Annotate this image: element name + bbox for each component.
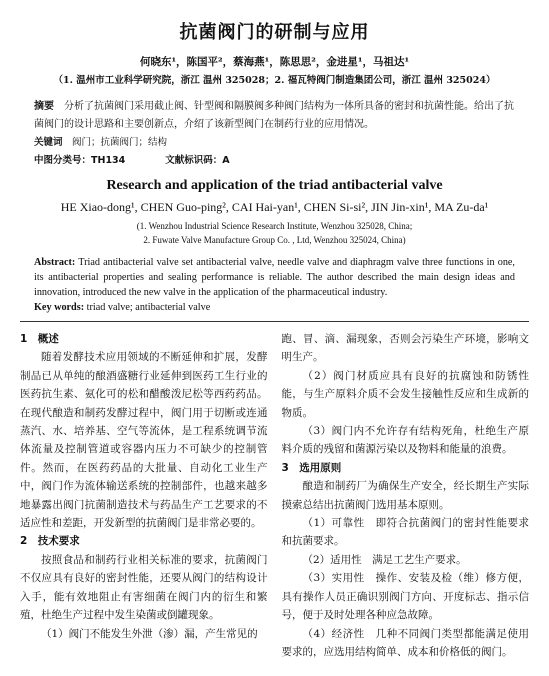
paragraph: 酿造和制药厂为确保生产安全，经长期生产实际摸索总结出抗菌阀门选用基本原则。 (281, 480, 529, 511)
paragraph: 按照食品和制药行业相关标准的要求，抗菌阀门不仅应具有良好的密封性能，还要从阀门的结构设计入手，能有效地阻止有害细菌在阀门内的衍生和繁殖，杜绝生产过程中发生染菌或倒罐现象。 (20, 553, 268, 622)
paragraph: （3）实用性 操作、安装及检（维）修方便，具有操作人员正确识别阀门方向、开度标志、指示信号，便于及时处理各种应急故障。 (281, 572, 529, 622)
english-affiliation-1: (1. Wenzhou Industrial Science Research Institute, Wenzhou 325028, China; (136, 221, 413, 231)
paragraph: （3）阀门内不允许存有结构死角，杜绝生产原料介质的残留和菌源污染以及物料和能量的浪费。 (281, 425, 529, 456)
section-heading-selection-principles: 3 选用原则 (281, 461, 342, 474)
paragraph: （4）经济性 几种不同阀门类型都能满足使用要求的，应选用结构简单、成本和价格低的阀门。 (281, 627, 529, 658)
chinese-keywords-label: 关键词 (34, 137, 63, 148)
doc-code-value: A (222, 155, 230, 166)
english-keywords-label: Key words: (34, 302, 85, 313)
chinese-authors: 何晓东¹，陈国平²，蔡海燕¹，陈思思²，金进星¹，马祖达¹ (139, 56, 410, 68)
chinese-classification (14, 152, 535, 170)
english-abstract-label: Abstract: (34, 257, 76, 268)
english-abstract (14, 255, 535, 300)
english-affiliation-2: 2. Fuwate Valve Manufacture Group Co. , Ltd, Wenzhou 325024, China) (143, 235, 406, 245)
right-column (282, 330, 530, 661)
paragraph: （2）适用性 满足工艺生产要求。 (302, 553, 467, 566)
paragraph: 跑、冒、滴、漏现象，否则会污染生产环境，影响文明生产。 (281, 333, 529, 364)
english-keywords (14, 302, 535, 313)
chinese-abstract-label: 摘要 (34, 101, 54, 112)
clc-value: TH134 (91, 155, 126, 166)
english-authors: HE Xiao-dong¹, CHEN Guo-ping², CAI Hai-yan¹, CHEN Si-si², JIN Jin-xin¹, MA Zu-da¹ (60, 200, 489, 214)
chinese-title: 抗菌阀门的研制与应用 (179, 22, 370, 43)
english-keywords-text: triad valve; antibacterial valve (86, 302, 211, 313)
doc-code-label: 文献标识码： (165, 155, 223, 166)
section-heading-technical-requirements: 2 技术要求 (20, 535, 80, 548)
english-title: Research and application of the triad antibacterial valve (106, 178, 443, 193)
paragraph: （1）可靠性 即符合抗菌阀门的密封性能要求和抗菌要求。 (281, 517, 529, 548)
paragraph: （1）阀门不能发生外泄（渗）漏，产生常见的 (41, 627, 258, 640)
english-abstract-text: Triad antibacterial valve set antibacterial valve, needle valve and diaphragm valve three functions in one, its antibacterial properties and sealing performance is reliable. The author described the main design ideas and innovation, introduced the new valve in the application of the pharmaceutical industry. (34, 257, 515, 298)
chinese-abstract-text: 分析了抗菌阀门采用截止阀、针型阀和隔膜阀多种阀门结构为一体所具备的密封和抗菌性能。给出了抗菌阀门的设计思路和主要创新点，介绍了该新型阀门在制药行业的应用情况。 (34, 101, 514, 130)
english-affiliations (14, 219, 535, 247)
chinese-keywords (14, 134, 535, 152)
section-heading-overview: 1 概述 (20, 333, 59, 345)
paragraph: 随着发酵技术应用领域的不断延伸和扩展，发酵制品已从单纯的酿酒盛糖行业延伸到医药工生行业的医药抗生素、氨化可的松和醋酸泼尼松等西药药品。在现代酿造和制药发酵过程中，阀门用于切断或连通蒸汽、水、培养基、空气等流体，是工程系统调节流体流量及控制管道或容器内压力不可缺少的控制管件。然而，在医药药品的大批量、自动化工业生产中，阀门作为流体输送系统的控制部件，也越来越多地暴露出阀门抗菌制造技术与药品生产工艺要求的不适应性和差距，开发新型的抗菌阀门是非常必要的。 (20, 351, 268, 530)
paragraph: （2）阀门材质应具有良好的抗腐蚀和防锈性能，与生产原料介质不会发生接触性反应和生成新的物质。 (281, 369, 529, 419)
section-divider (20, 321, 529, 322)
clc-label: 中图分类号： (34, 155, 92, 166)
chinese-abstract (14, 98, 535, 134)
chinese-affiliations: （1. 温州市工业科学研究院，浙江 温州 325028；2. 福瓦特阀门制造集团公司，浙江 温州 325024） (53, 75, 496, 86)
left-column (20, 330, 268, 661)
body-columns (14, 330, 535, 661)
chinese-keywords-text: 阀门；抗菌阀门；结构 (72, 137, 168, 148)
